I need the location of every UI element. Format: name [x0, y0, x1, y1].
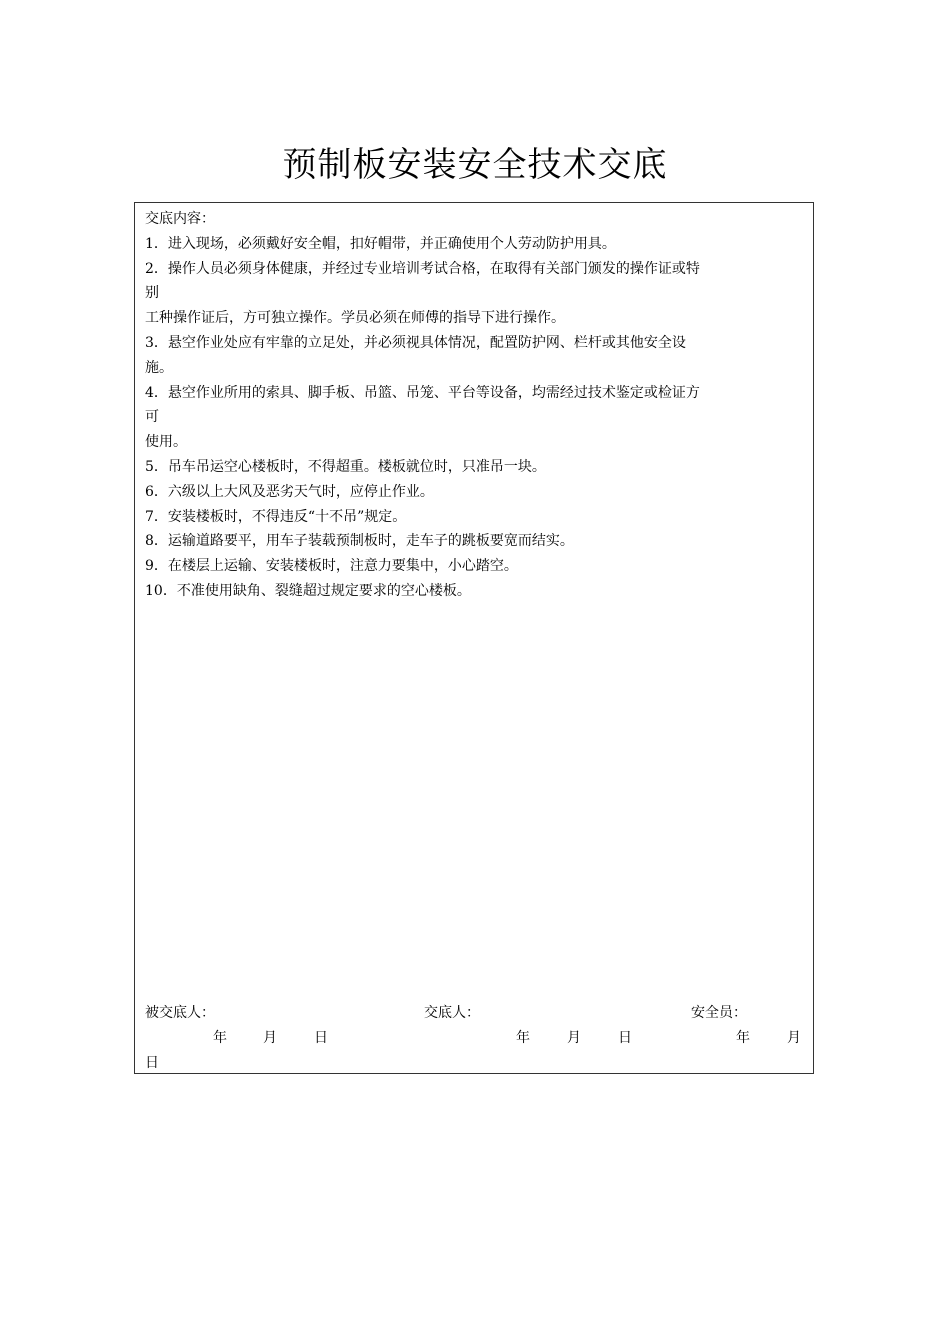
date-year: 年 [736, 1030, 750, 1046]
content-heading: 交底内容： [145, 211, 215, 227]
date-day: 日 [314, 1030, 328, 1046]
date-row [145, 1026, 809, 1050]
date-day-wrapped: 日 [145, 1055, 159, 1071]
content-frame [134, 202, 814, 1074]
content-line: 可 [145, 409, 159, 426]
content-line: 7．安装楼板时，不得违反“十不吊”规定。 [145, 508, 407, 525]
presenter-label: 交底人： [424, 1005, 480, 1021]
signature-row [145, 1001, 809, 1025]
content-line: 9．在楼层上运输、安装楼板时，注意力要集中，小心踏空。 [145, 558, 518, 575]
content-line: 别 [145, 285, 159, 302]
content-line: 6．六级以上大风及恶劣天气时，应停止作业。 [145, 483, 434, 500]
date-day: 日 [618, 1030, 632, 1046]
content-line: 5．吊车吊运空心楼板时，不得超重。楼板就位时，只准吊一块。 [145, 458, 546, 475]
date-year: 年 [516, 1030, 530, 1046]
safety-officer-label: 安全员： [691, 1005, 747, 1021]
date-month: 月 [567, 1030, 581, 1046]
date-month: 月 [787, 1030, 801, 1046]
content-line: 施。 [145, 359, 173, 376]
content-line: 2．操作人员必须身体健康，并经过专业培训考试合格，在取得有关部门颁发的操作证或特 [145, 260, 700, 277]
content-line: 3．悬空作业处应有牢靠的立足处，并必须视具体情况，配置防护网、栏杆或其他安全设 [145, 334, 686, 351]
content-line: 4．悬空作业所用的索具、脚手板、吊篮、吊笼、平台等设备，均需经过技术鉴定或检证方 [145, 384, 700, 401]
content-line: 8．运输道路要平，用车子装载预制板时，走车子的跳板要宽而结实。 [145, 533, 574, 550]
disclosure-content [145, 207, 809, 604]
content-line: 10．不准使用缺角、裂缝超过规定要求的空心楼板。 [145, 582, 471, 599]
recipient-label: 被交底人： [145, 1005, 215, 1021]
page-title: 预制板安装安全技术交底 [282, 145, 668, 185]
content-line: 工种操作证后，方可独立操作。学员必须在师傅的指导下进行操作。 [145, 310, 565, 327]
content-line: 1．进入现场，必须戴好安全帽，扣好帽带，并正确使用个人劳动防护用具。 [145, 235, 616, 252]
date-year: 年 [213, 1030, 227, 1046]
content-line: 使用。 [145, 434, 187, 451]
date-month: 月 [263, 1030, 277, 1046]
